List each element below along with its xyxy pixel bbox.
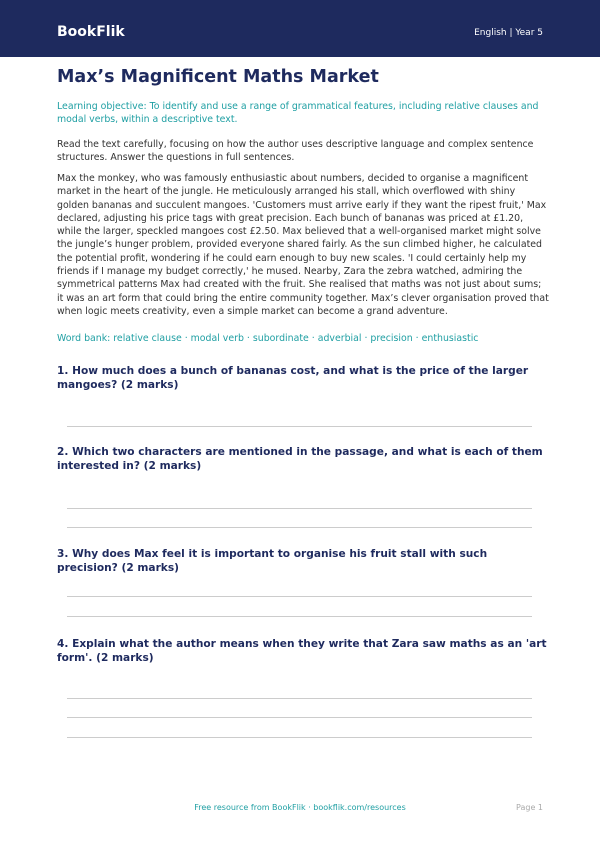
question-2: 2. Which two characters are mentioned in the passage, and what is each of them interested in? (2 marks) xyxy=(57,446,543,472)
answer-line[interactable] xyxy=(67,717,532,718)
question-3: 3. Why does Max feel it is important to organise his fruit stall with such precision? (2 marks) xyxy=(57,548,488,574)
footer-resource-link[interactable]: Free resource from BookFlik · bookflik.com/resources xyxy=(194,803,406,812)
answer-line[interactable] xyxy=(67,698,532,699)
page-number: Page 1 xyxy=(516,803,543,812)
question-4: 4. Explain what the author means when they write that Zara saw maths as an 'art form'. (2 marks) xyxy=(57,638,547,664)
answer-line[interactable] xyxy=(67,616,532,617)
answer-line[interactable] xyxy=(67,737,532,738)
answer-line[interactable] xyxy=(67,527,532,528)
answer-line[interactable] xyxy=(67,596,532,597)
instructions: Read the text carefully, focusing on how the author uses descriptive language and complex sentence structures. Answer the questions in full sentences. xyxy=(57,139,534,164)
question-1: 1. How much does a bunch of bananas cost, and what is the price of the larger mangoes? (2 marks) xyxy=(57,365,529,391)
answer-line[interactable] xyxy=(67,426,532,427)
answer-line[interactable] xyxy=(67,508,532,509)
header-bar xyxy=(0,0,600,57)
learning-objective: Learning objective: To identify and use a range of grammatical features, including relative clauses and modal verbs, within a descriptive text. xyxy=(57,101,539,126)
subject-year-label: English | Year 5 xyxy=(474,28,543,38)
page-title: Max’s Magnificent Maths Market xyxy=(57,67,379,87)
word-bank: Word bank: relative clause · modal verb · subordinate · adverbial · precision · enthusiastic xyxy=(57,333,479,344)
brand-logo[interactable]: BookFlik xyxy=(57,24,125,40)
reading-passage: Max the monkey, who was famously enthusiastic about numbers, decided to organise a magnificent market in the heart of the jungle. He meticulously arranged his stall, which overflowed with shiny golden bananas and succulent mangoes. 'Customers must arrive early if they want the ripest fruit,' Max declared, adjusting his price tags with great precision. Each bunch of bananas was priced at £1.20, while the larger, speckled mangoes cost £2.50. Max believed that a well-organised market might solve the jungle’s hunger problem, provided everyone shared fairly. As the sun climbed higher, he calculated the potential profit, wondering if he could earn enough to buy new scales. 'I could certainly help my friends if I manage my budget correctly,' he mused. Nearby, Zara the zebra watched, admiring the symmetrical patterns Max had created with the fruit. She realised that maths was not just about sums; it was an art form that could bring the entire community together. Max’s clever organisation proved that when logic meets creativity, even a simple market can become a grand adventure. xyxy=(57,173,549,317)
